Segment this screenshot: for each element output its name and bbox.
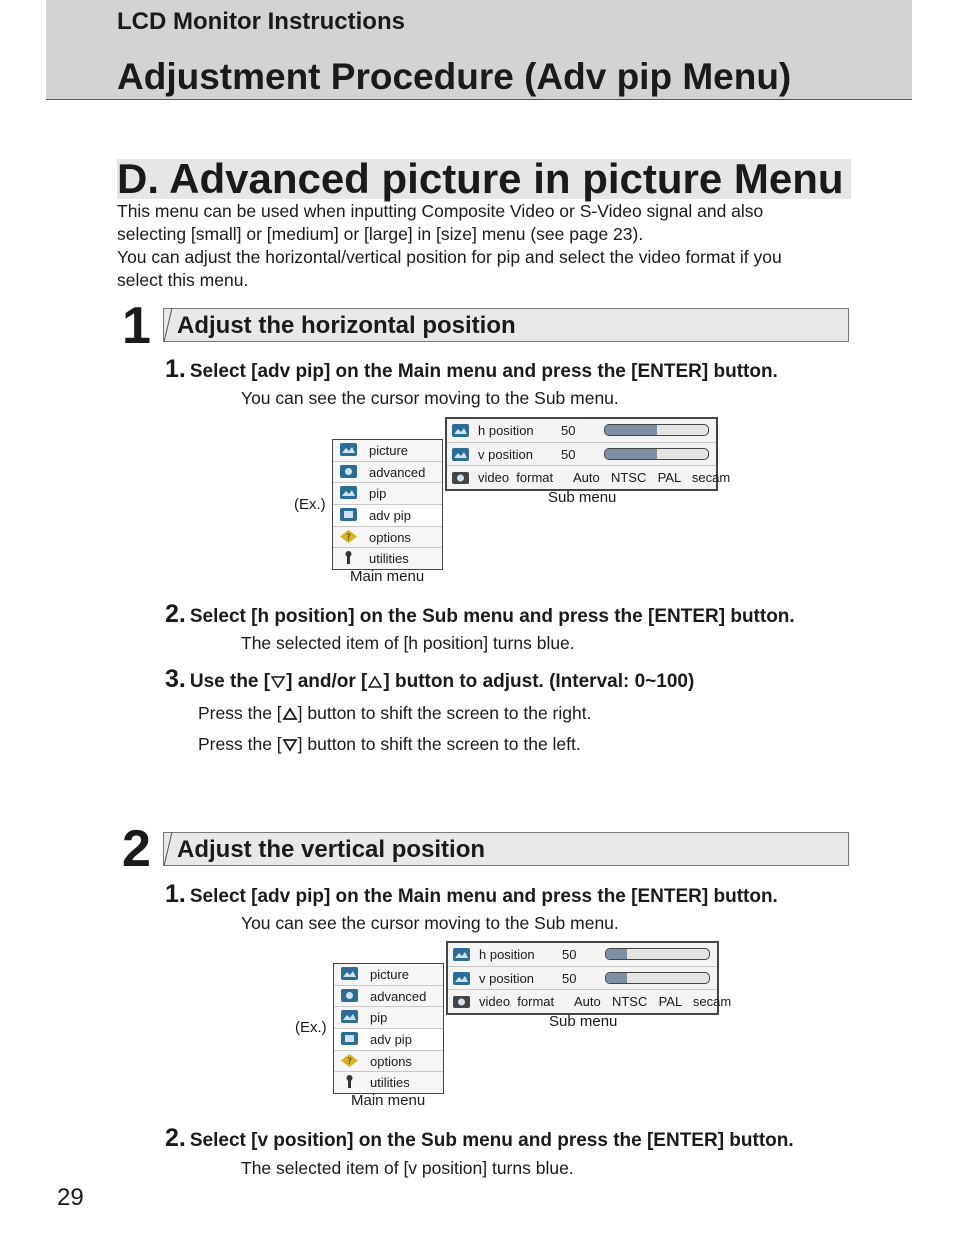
step-text: Select [h position] on the Sub menu and press the [ENTER] button. — [189, 606, 795, 627]
step-text: Select [adv pip] on the Main menu and press the [ENTER] button. — [189, 361, 778, 382]
step-1 — [165, 355, 778, 384]
step-description: Press the [ ] button to shift the screen to the right. — [198, 703, 592, 723]
main-menu-item-utilities[interactable]: utilities — [333, 548, 442, 569]
main-menu-item-advanced[interactable]: advanced — [333, 462, 442, 484]
utilities-icon — [341, 1075, 358, 1088]
intro-line: select this menu. — [117, 270, 249, 290]
section-heading-bar — [163, 832, 849, 866]
main-menu-item-pip[interactable]: pip — [333, 483, 442, 505]
step-number: 3. — [165, 665, 186, 693]
step-description: The selected item of [h position] turns blue. — [241, 633, 575, 653]
down-triangle-icon — [282, 738, 298, 752]
step-number: 1. — [165, 355, 186, 383]
section-heading: Adjust the vertical position — [177, 836, 486, 863]
page-title: Adjustment Procedure (Adv pip Menu) — [117, 56, 792, 97]
section-heading-bar — [163, 308, 849, 342]
step-description: You can see the cursor moving to the Sub menu. — [241, 388, 619, 408]
sub-menu-item-v-position[interactable]: v position 50 — [448, 967, 717, 991]
options-icon — [340, 530, 357, 543]
advanced-icon — [340, 465, 357, 478]
intro-line: selecting [small] or [medium] or [large] in [size] menu (see page 23). — [117, 224, 644, 244]
main-menu-item-pip[interactable]: pip — [334, 1007, 443, 1029]
slider-fill — [605, 449, 657, 459]
step-description: The selected item of [v position] turns blue. — [241, 1158, 574, 1178]
step-2 — [165, 1124, 794, 1153]
svg-text:?: ? — [347, 1056, 352, 1067]
step-text: Select [adv pip] on the Main menu and press the [ENTER] button. — [189, 886, 778, 907]
step-number: 1. — [165, 880, 186, 908]
sub-menu — [446, 941, 732, 1015]
step-text: Select [v position] on the Sub menu and press the [ENTER] button. — [189, 1130, 794, 1151]
options-icon — [341, 1054, 358, 1067]
main-menu — [333, 963, 444, 1094]
camera-icon — [453, 995, 470, 1008]
main-menu-caption: Main menu — [350, 568, 425, 585]
step-1 — [165, 880, 778, 909]
main-menu-item-picture[interactable]: picture — [333, 440, 442, 462]
main-menu-item-advanced[interactable]: advanced — [334, 986, 443, 1008]
svg-text:?: ? — [346, 532, 351, 543]
example-label: (Ex.) — [295, 1019, 327, 1036]
section-heading: Adjust the horizontal position — [177, 312, 516, 339]
picture-icon — [341, 967, 358, 980]
main-menu-item-options[interactable]: ? options — [334, 1051, 443, 1073]
camera-icon — [452, 471, 469, 484]
sub-menu-item-v-position[interactable]: v position 50 — [447, 443, 716, 467]
main-menu-caption: Main menu — [351, 1092, 426, 1109]
step-number: 2. — [165, 1124, 186, 1152]
section-title: D. Advanced picture in picture Menu — [117, 155, 844, 202]
sub-menu-item-h-position[interactable]: h position 50 — [448, 943, 717, 967]
position-icon — [453, 948, 470, 961]
section-title-box — [117, 155, 851, 202]
position-icon — [453, 972, 470, 985]
step-number: 2. — [165, 600, 186, 628]
page-number: 29 — [57, 1184, 84, 1211]
v-position-slider[interactable] — [605, 972, 710, 984]
main-menu — [332, 439, 443, 570]
section-number: 1 — [122, 297, 151, 355]
h-position-slider[interactable] — [604, 424, 709, 436]
main-menu-item-picture[interactable]: picture — [334, 964, 443, 986]
adv-pip-icon — [340, 508, 357, 521]
sub-menu-item-video-format[interactable]: video format Auto NTSC PAL secam — [447, 466, 716, 489]
sub-menu-item-video-format[interactable]: video format Auto NTSC PAL secam — [448, 990, 717, 1013]
up-triangle-icon — [282, 707, 298, 721]
header-subtitle: LCD Monitor Instructions — [117, 8, 405, 35]
up-triangle-icon — [367, 675, 383, 689]
intro-line: This menu can be used when inputting Composite Video or S-Video signal and also — [117, 201, 764, 221]
down-triangle-icon — [270, 675, 286, 689]
heading-slash — [163, 308, 173, 342]
h-position-slider[interactable] — [605, 948, 710, 960]
intro-text — [117, 200, 851, 292]
example-label: (Ex.) — [294, 496, 326, 513]
slider-fill — [606, 949, 627, 959]
main-menu-item-adv-pip[interactable]: adv pip — [333, 505, 442, 527]
sub-menu — [445, 417, 731, 491]
intro-line: You can adjust the horizontal/vertical position for pip and select the video format if you — [117, 247, 782, 267]
slider-fill — [606, 973, 627, 983]
adv-pip-icon — [341, 1032, 358, 1045]
pip-icon — [340, 486, 357, 499]
sub-menu-caption: Sub menu — [548, 489, 617, 506]
step-description: Press the [ ] button to shift the screen to the left. — [198, 734, 581, 754]
v-position-slider[interactable] — [604, 448, 709, 460]
utilities-icon — [340, 551, 357, 564]
step-3: 3. Use the [ ] and/or [ ] button to adjust. (Interval: 0~100) — [165, 665, 695, 693]
main-menu-item-options[interactable]: ? options — [333, 527, 442, 549]
heading-slash — [163, 832, 173, 866]
main-menu-item-adv-pip[interactable]: adv pip — [334, 1029, 443, 1051]
main-menu-item-utilities[interactable]: utilities — [334, 1072, 443, 1093]
picture-icon — [340, 443, 357, 456]
slider-fill — [605, 425, 657, 435]
sub-menu-caption: Sub menu — [549, 1013, 618, 1030]
position-icon — [452, 424, 469, 437]
step-2 — [165, 600, 795, 629]
pip-icon — [341, 1010, 358, 1023]
step-description: You can see the cursor moving to the Sub menu. — [241, 913, 619, 933]
position-icon — [452, 448, 469, 461]
advanced-icon — [341, 989, 358, 1002]
sub-menu-item-h-position[interactable]: h position 50 — [447, 419, 716, 443]
section-number: 2 — [122, 820, 151, 878]
